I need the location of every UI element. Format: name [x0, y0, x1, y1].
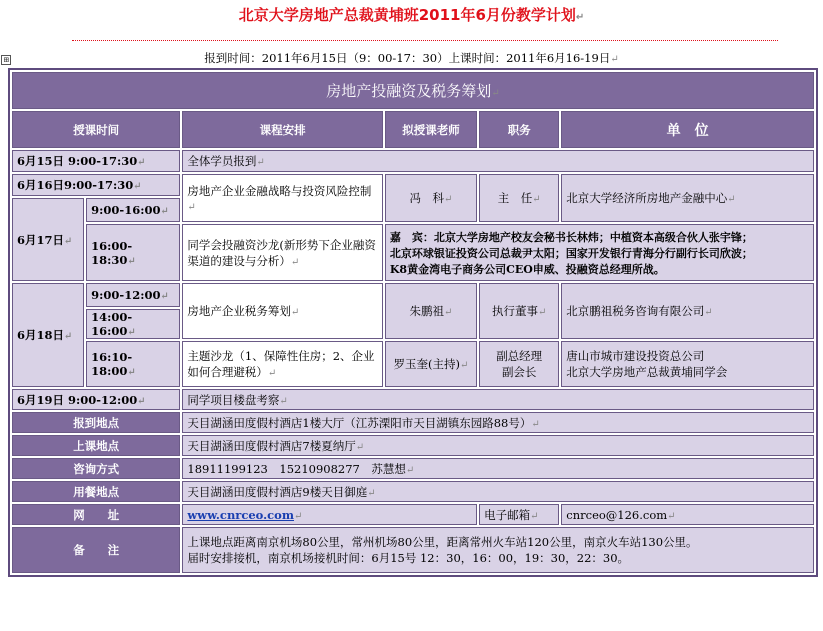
page-title: 北京大学房地产总裁黄埔班2011年6月份教学计划↵ [238, 6, 585, 24]
row-jun17-time-a: 9:00-16:00↵ [86, 198, 180, 222]
row-jun15-course: 全体学员报到↵ [182, 150, 814, 172]
row-jun17-date: 6月17日↵ [12, 198, 84, 281]
notes-value: 上课地点距离南京机场80公里，常州机场80公里，距离常州火车站120公里，南京火车站130公里。 届时安排接机，南京机场接机时间：6月15号 12：30，16：00，19：30，22：30。 [182, 527, 814, 573]
course-banner: 房地产投融资及税务筹划↵ [12, 72, 814, 109]
row-jun16-unit: 北京大学经济所房地产金融中心↵ [561, 174, 814, 222]
row-jun16-position: 主 任↵ [479, 174, 559, 222]
row-jun16-course: 房地产企业金融战略与投资风险控制↵ [182, 174, 382, 222]
dining-label: 用餐地点 [12, 481, 180, 502]
row-jun16-teacher: 冯 科↵ [385, 174, 477, 222]
checkin-value: 天目湖涵田度假村酒店1楼大厅（江苏溧阳市天目湖镇东园路88号）↵ [182, 412, 814, 433]
row-jun18-unit-b: 唐山市城市建设投资总公司 北京大学房地产总裁黄埔同学会 [561, 341, 814, 387]
header-time: 授课时间 [12, 111, 180, 148]
row-jun17-time-b: 16:00-18:30↵ [86, 224, 180, 281]
header-teacher: 拟授课老师 [385, 111, 477, 148]
row-jun18-course-b: 主题沙龙（1、保障性住房；2、企业如何合理避税）↵ [182, 341, 382, 387]
row-jun18-unit-a: 北京鹏祖税务咨询有限公司↵ [561, 283, 814, 339]
notes-label: 备 注 [12, 527, 180, 573]
header-unit: 单 位 [561, 111, 814, 148]
class-location-value: 天目湖涵田度假村酒店7楼夏纳厅↵ [182, 435, 814, 456]
row-jun17-course: 同学会投融资沙龙(新形势下企业融资渠道的建设与分析）↵ [182, 224, 382, 281]
schedule-dates: 报到时间：2011年6月15日（9：00-17：30）上课时间：2011年6月16-19日↵ [204, 51, 619, 65]
header-course: 课程安排 [182, 111, 382, 148]
row-jun18-teacher-a: 朱鹏祖↵ [385, 283, 477, 339]
row-jun19-course: 同学项目楼盘考察↵ [182, 389, 814, 410]
row-jun18-position-a: 执行董事↵ [479, 283, 559, 339]
table-anchor-icon[interactable]: ⊞ [1, 55, 11, 65]
header-position: 职务 [479, 111, 559, 148]
contact-label: 咨询方式 [12, 458, 180, 479]
row-jun16-date: 6月16日9:00-17:30↵ [12, 174, 180, 196]
row-jun19-date: 6月19日 9:00-12:00↵ [12, 389, 180, 410]
row-jun18-time-c: 16:10-18:00↵ [86, 341, 180, 387]
row-jun18-course-a: 房地产企业税务筹划↵ [182, 283, 382, 339]
class-location-label: 上课地点 [12, 435, 180, 456]
row-jun18-time-a: 9:00-12:00↵ [86, 283, 180, 307]
title-underline [72, 40, 778, 41]
row-jun18-date: 6月18日↵ [12, 283, 84, 387]
row-jun17-guests: 嘉 宾：北京大学房地产校友会秘书长林炜；中植资本高级合伙人张宇锋； 北京环球银证投资公司总裁尹太阳；国家开发银行青海分行副行长司欣波； K8黄金湾电子商务公司CEO申威、投融资总经理所战。 [385, 224, 814, 281]
row-jun18-position-b: 副总经理 副会长 [479, 341, 559, 387]
row-jun15-date: 6月15日 9:00-17:30↵ [12, 150, 180, 172]
checkin-label: 报到地点 [12, 412, 180, 433]
schedule-table [8, 68, 818, 577]
row-jun18-teacher-b: 罗玉奎(主持)↵ [385, 341, 477, 387]
website-label: 网 址 [12, 504, 180, 525]
dining-value: 天目湖涵田度假村酒店9楼天目御庭↵ [182, 481, 814, 502]
website-link[interactable]: www.cnrceo.com [187, 507, 294, 522]
website-value: www.cnrceo.com↵ [182, 504, 477, 525]
email-label: 电子邮箱↵ [479, 504, 559, 525]
email-value: cnrceo@126.com↵ [561, 504, 814, 525]
contact-value: 18911199123 15210908277 苏慧想↵ [182, 458, 814, 479]
row-jun18-time-b: 14:00-16:00↵ [86, 309, 180, 339]
